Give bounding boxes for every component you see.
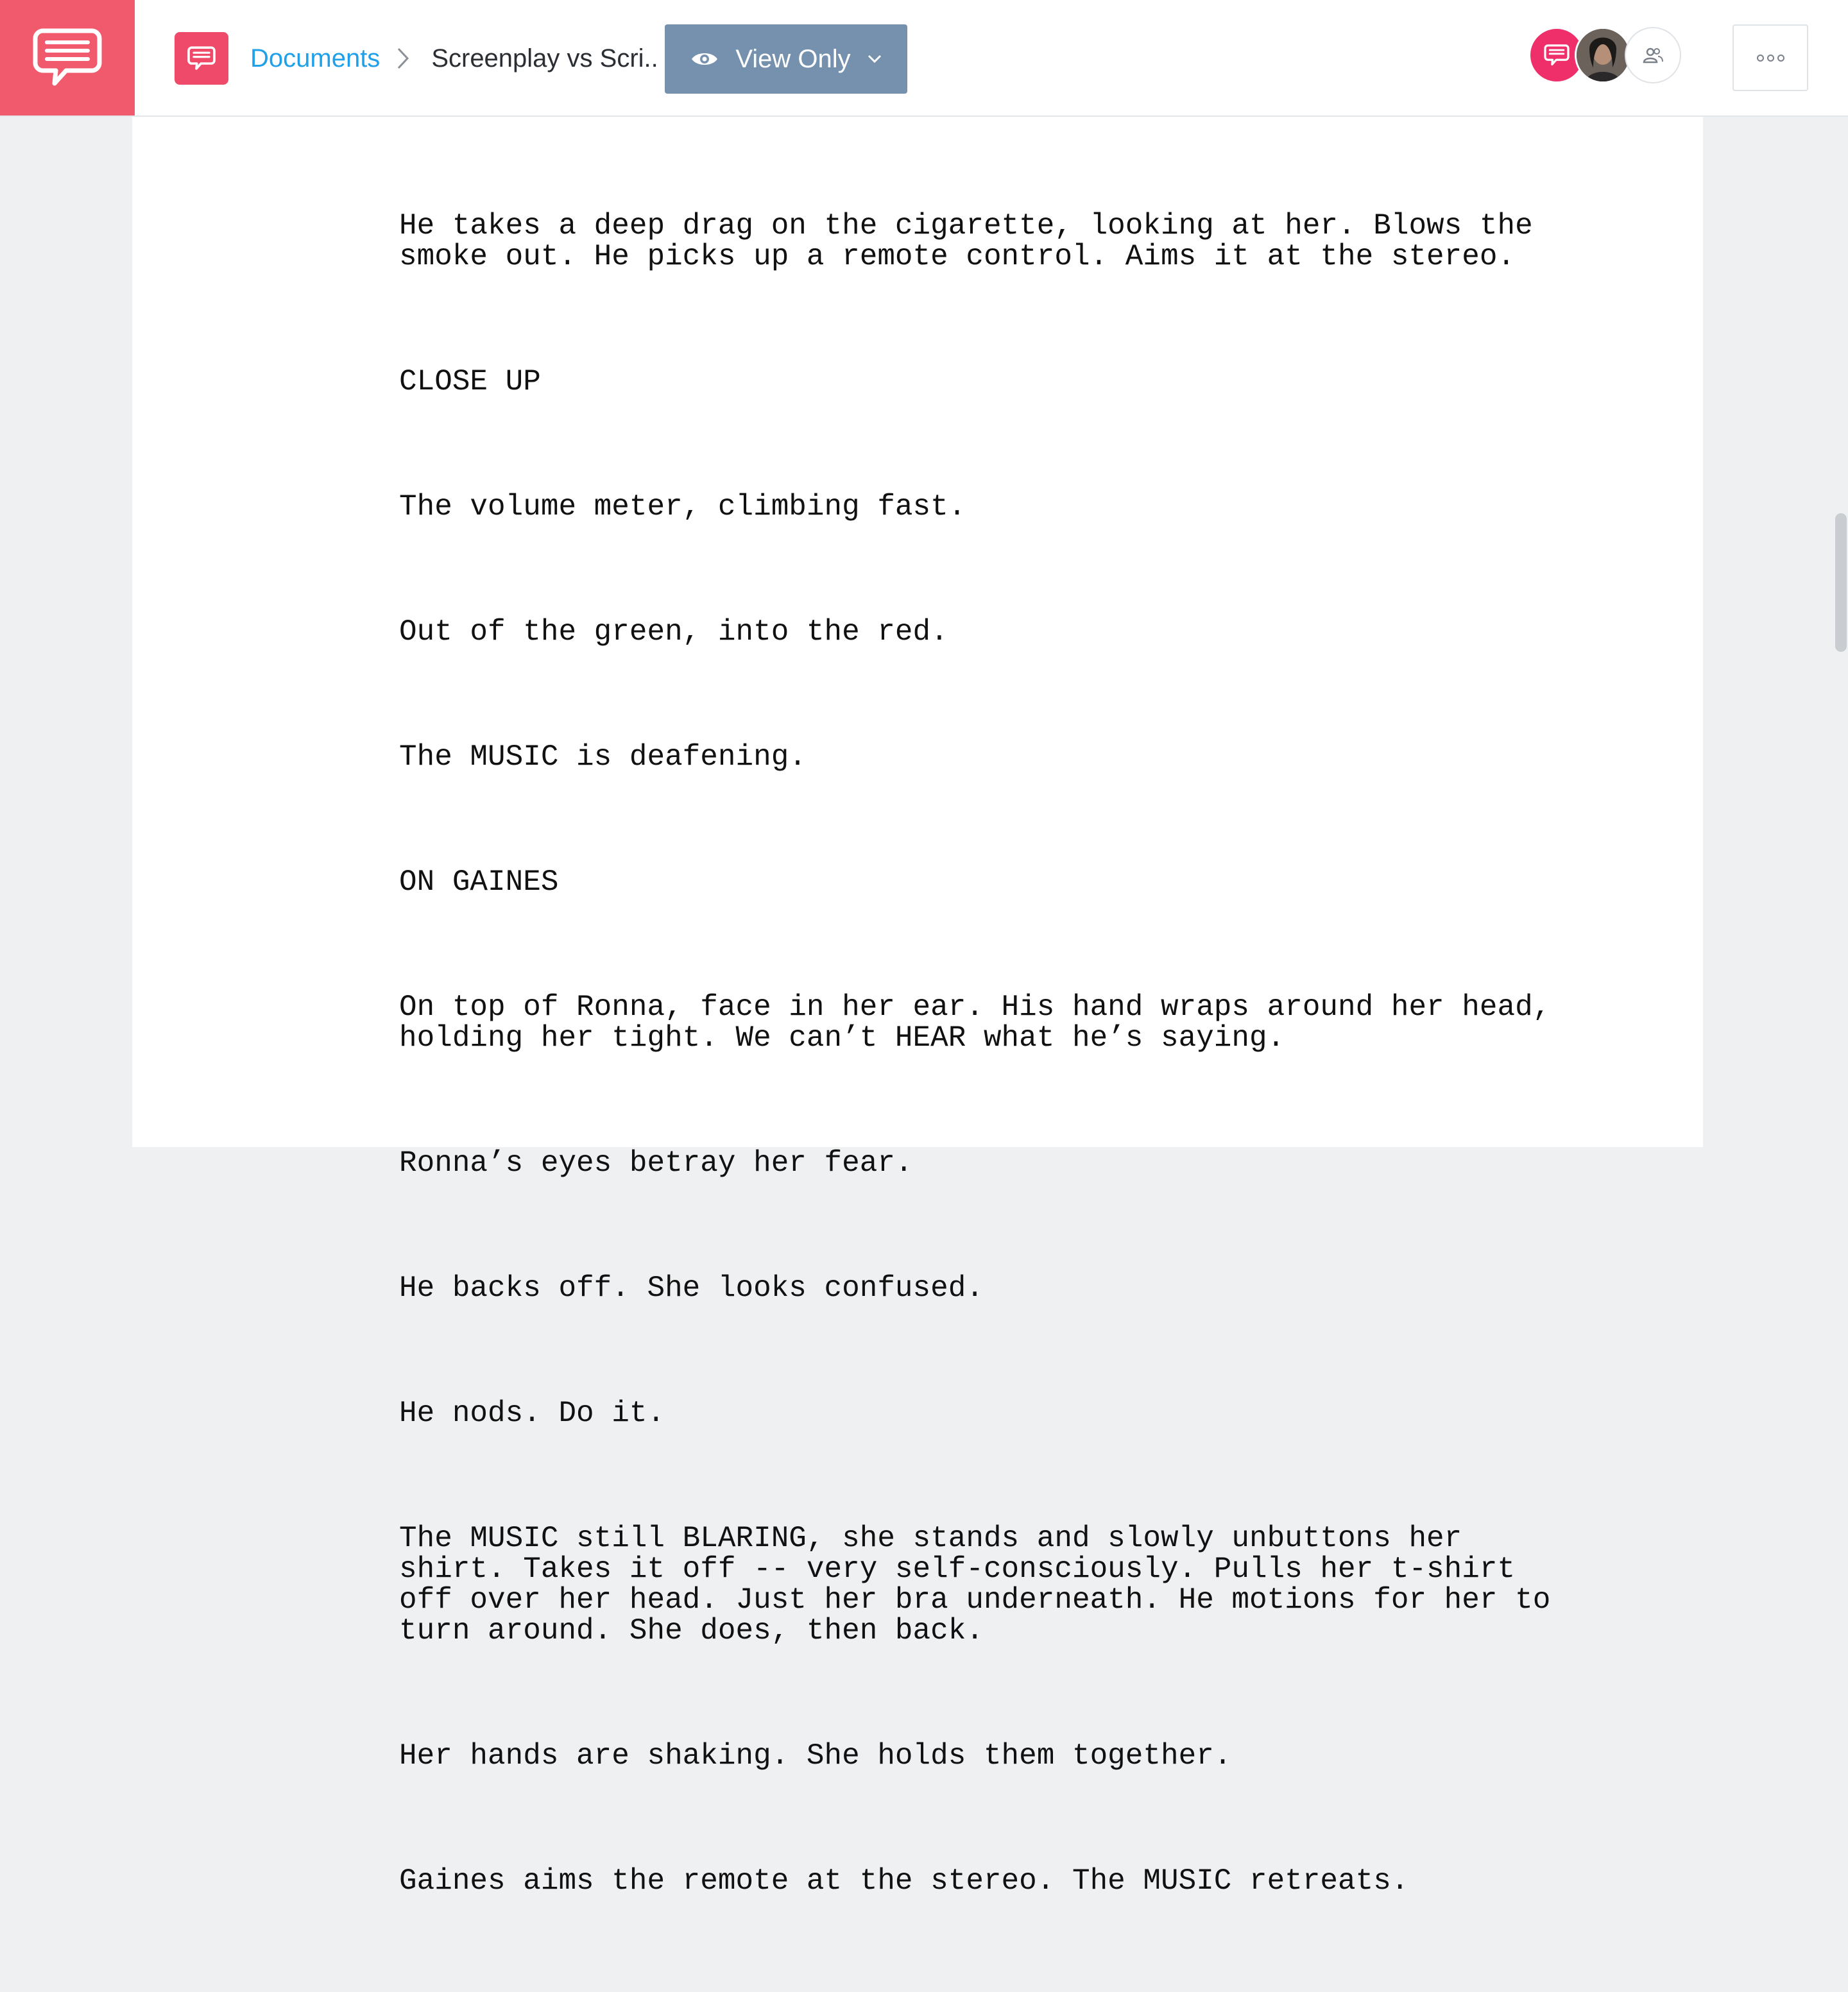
view-mode-label: View Only: [735, 44, 851, 73]
screenplay-page: [132, 117, 1703, 1898]
more-options-button[interactable]: [1733, 24, 1808, 91]
breadcrumb-documents-link[interactable]: Documents: [250, 44, 381, 72]
collaborator-avatars: [1528, 27, 1682, 86]
eye-icon: [690, 49, 719, 69]
speech-bubble-logo-icon: [33, 26, 102, 90]
action-line: The MUSIC is deafening.: [399, 740, 807, 774]
app-logo[interactable]: [0, 0, 135, 115]
action-line: Ronna’s eyes betray her fear.: [399, 1146, 913, 1180]
shot-heading: CLOSE UP: [399, 365, 541, 398]
speech-bubble-icon: [187, 46, 216, 71]
chevron-right-icon: [397, 46, 415, 71]
more-dots-icon: [1767, 55, 1774, 62]
action-line: On top of Ronna, face in her ear. His hand wraps around her head, holding her tight. We can’t HEAR what he’s saying.: [399, 991, 1568, 1055]
action-line: Her hands are shaking. She holds them together.: [399, 1739, 1232, 1773]
share-people-button[interactable]: [1625, 27, 1681, 83]
more-dots-icon: [1777, 55, 1784, 62]
screenplay-text: [399, 149, 1568, 1991]
people-icon: [1642, 47, 1664, 64]
chevron-down-icon: [868, 55, 882, 64]
document-icon-button[interactable]: [175, 32, 228, 85]
view-mode-dropdown[interactable]: [665, 24, 907, 94]
action-line: Out of the green, into the red.: [399, 615, 948, 649]
avatar-user-photo[interactable]: [1575, 27, 1631, 83]
action-line: He nods. Do it.: [399, 1397, 665, 1430]
action-line: The MUSIC still BLARING, she stands and slowly unbuttons her shirt. Takes it off -- very self-consciously. Pulls her t-shirt off over her head. Just her bra underneath. He motions for her to turn around. She does, then back.: [399, 1522, 1568, 1647]
breadcrumb: [250, 36, 658, 81]
shot-heading: ON GAINES: [399, 865, 559, 899]
action-line: He backs off. She looks confused.: [399, 1272, 984, 1305]
action-line: The volume meter, climbing fast.: [399, 490, 966, 524]
action-line: He takes a deep drag on the cigarette, looking at her. Blows the smoke out. He picks up a remote control. Aims it at the stereo.: [399, 209, 1551, 273]
document-title: Screenplay vs Scri..: [431, 44, 658, 72]
top-bar: [0, 0, 1848, 117]
more-dots-icon: [1757, 55, 1764, 62]
action-line: Gaines aims the remote at the stereo. The MUSIC retreats.: [399, 1864, 1409, 1898]
speech-bubble-icon: [1544, 44, 1570, 67]
user-photo-icon: [1577, 29, 1629, 81]
scrollbar-thumb[interactable]: [1835, 513, 1847, 652]
